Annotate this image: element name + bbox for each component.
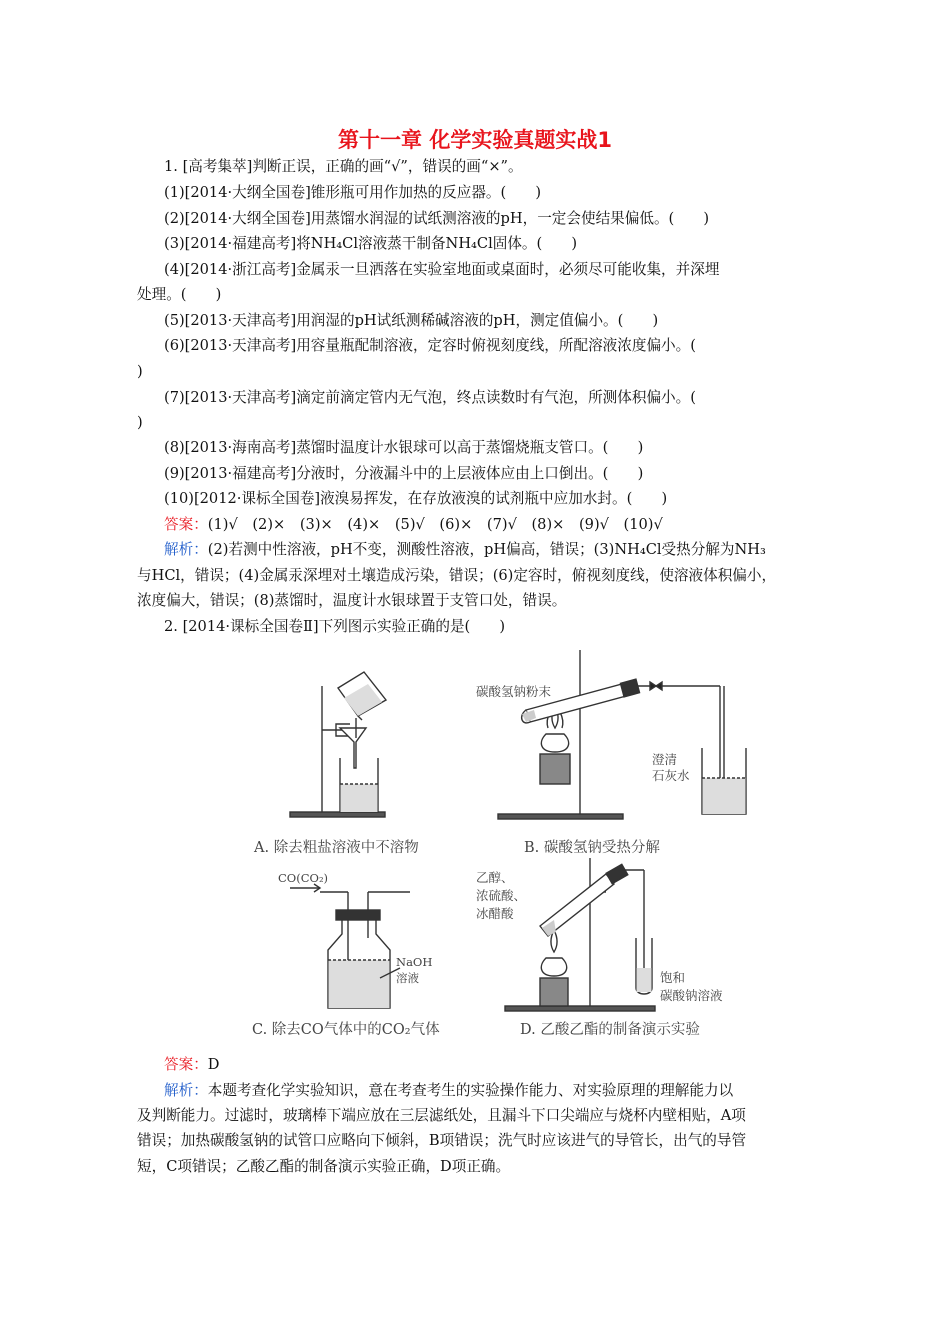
- question-1-item: (9)[2013·福建高考]分液时，分液漏斗中的上层液体应由上口倒出。( ): [164, 465, 644, 482]
- caption-b: B. 碳酸氢钠受热分解: [524, 840, 660, 856]
- figure-c-gas-washing: [290, 884, 410, 1008]
- caption-a: A. 除去粗盐溶液中不溶物: [254, 840, 419, 856]
- question-1-item: (7)[2013·天津高考]滴定前滴定管内无气泡，终点读数时有气泡，所测体积偏小。(: [164, 389, 696, 406]
- question-1-analysis: [164, 540, 766, 560]
- answer-text: (1)√ (2)× (3)× (4)× (5)√ (6)× (7)√ (8)× (9)√ (10)√: [207, 516, 663, 533]
- answer-text: D: [207, 1056, 220, 1073]
- label-d-reagent-1: 乙醇、: [476, 870, 514, 885]
- label-c-naoh-2: 溶液: [396, 971, 419, 985]
- experiment-figure: [250, 638, 750, 1050]
- analysis-label: 解析：: [164, 1082, 208, 1099]
- question-2-stem: 2. [2014·课标全国卷Ⅱ]下列图示实验正确的是( ): [164, 618, 506, 635]
- question-2-analysis-line: 短，C项错误；乙酸乙酯的制备演示实验正确，D项正确。: [137, 1158, 511, 1175]
- caption-c: C. 除去CO气体中的CO₂气体: [252, 1022, 440, 1038]
- question-2-analysis-line: 错误；加热碳酸氢钠的试管口应略向下倾斜，B项错误；洗气时应该进气的导管长，出气的导管: [137, 1132, 747, 1149]
- question-1-item: (3)[2014·福建高考]将NH₄Cl溶液蒸干制备NH₄Cl固体。( ): [164, 235, 578, 252]
- question-1-analysis-line: 浓度偏大，错误；(8)蒸馏时，温度计水银球置于支管口处，错误。: [137, 592, 567, 609]
- label-d-reagent-3: 冰醋酸: [476, 906, 514, 921]
- page-title: 第十一章 化学实验真题实战1: [338, 128, 612, 152]
- caption-d: D. 乙酸乙酯的制备演示实验: [520, 1022, 700, 1038]
- question-1-item: (5)[2013·天津高考]用润湿的pH试纸测稀碱溶液的pH，测定值偏小。( ): [164, 312, 659, 329]
- figure-a-filtration: [290, 672, 386, 817]
- question-1-stem: 1. [高考集萃]判断正误，正确的画“√”，错误的画“×”。: [164, 158, 523, 175]
- question-1-answer: [164, 515, 663, 535]
- figure-d-ester: [505, 858, 655, 1011]
- question-1-item: ): [137, 363, 143, 380]
- analysis-text: 本题考查化学实验知识，意在考查考生的实验操作能力、对实验原理的理解能力以: [207, 1082, 734, 1099]
- question-1-item: (4)[2014·浙江高考]金属汞一旦洒落在实验室地面或桌面时，必须尽可能收集，并深埋: [164, 261, 720, 278]
- question-1-item: 处理。( ): [137, 286, 222, 303]
- question-1-item: (2)[2014·大纲全国卷]用蒸馏水润湿的试纸测溶液的pH，一定会使结果偏低。( ): [164, 210, 710, 227]
- label-c-naoh-1: NaOH: [396, 955, 433, 969]
- label-b-limewater-2: 石灰水: [652, 768, 690, 783]
- label-d-carbonate-1: 饱和: [660, 970, 686, 985]
- question-2-answer: [164, 1055, 220, 1075]
- label-d-reagent-2: 浓硫酸、: [476, 888, 527, 903]
- figure-b-heating: [498, 650, 746, 819]
- label-d-carbonate-2: 碳酸钠溶液: [660, 988, 723, 1003]
- question-1-item: (6)[2013·天津高考]用容量瓶配制溶液，定容时俯视刻度线，所配溶液浓度偏小。(: [164, 337, 696, 354]
- question-2-analysis: [164, 1081, 733, 1101]
- answer-label: 答案：: [164, 1056, 208, 1073]
- question-2-analysis-line: 及判断能力。过滤时，玻璃棒下端应放在三层滤纸处，且漏斗下口尖端应与烧杯内壁相贴，A项: [137, 1107, 746, 1124]
- question-1-item: (1)[2014·大纲全国卷]锥形瓶可用作加热的反应器。( ): [164, 184, 542, 201]
- label-b-limewater-1: 澄清: [652, 752, 678, 767]
- question-1-analysis-line: 与HCl，错误；(4)金属汞深埋对土壤造成污染，错误；(6)定容时，俯视刻度线，使溶液体积偏小，: [137, 567, 777, 584]
- analysis-label: 解析：: [164, 541, 208, 558]
- answer-label: 答案：: [164, 516, 208, 533]
- question-1-item: (10)[2012·课标全国卷]液溴易挥发，在存放液溴的试剂瓶中应加水封。( ): [164, 490, 668, 507]
- question-1-item: (8)[2013·海南高考]蒸馏时温度计水银球可以高于蒸馏烧瓶支管口。( ): [164, 439, 644, 456]
- question-1-item: ): [137, 414, 143, 431]
- label-c-gas: CO(CO₂): [278, 871, 329, 885]
- label-b-powder: 碳酸氢钠粉末: [476, 684, 552, 699]
- analysis-text: (2)若测中性溶液，pH不变，测酸性溶液，pH偏高，错误；(3)NH₄Cl受热分解为NH₃: [207, 541, 766, 558]
